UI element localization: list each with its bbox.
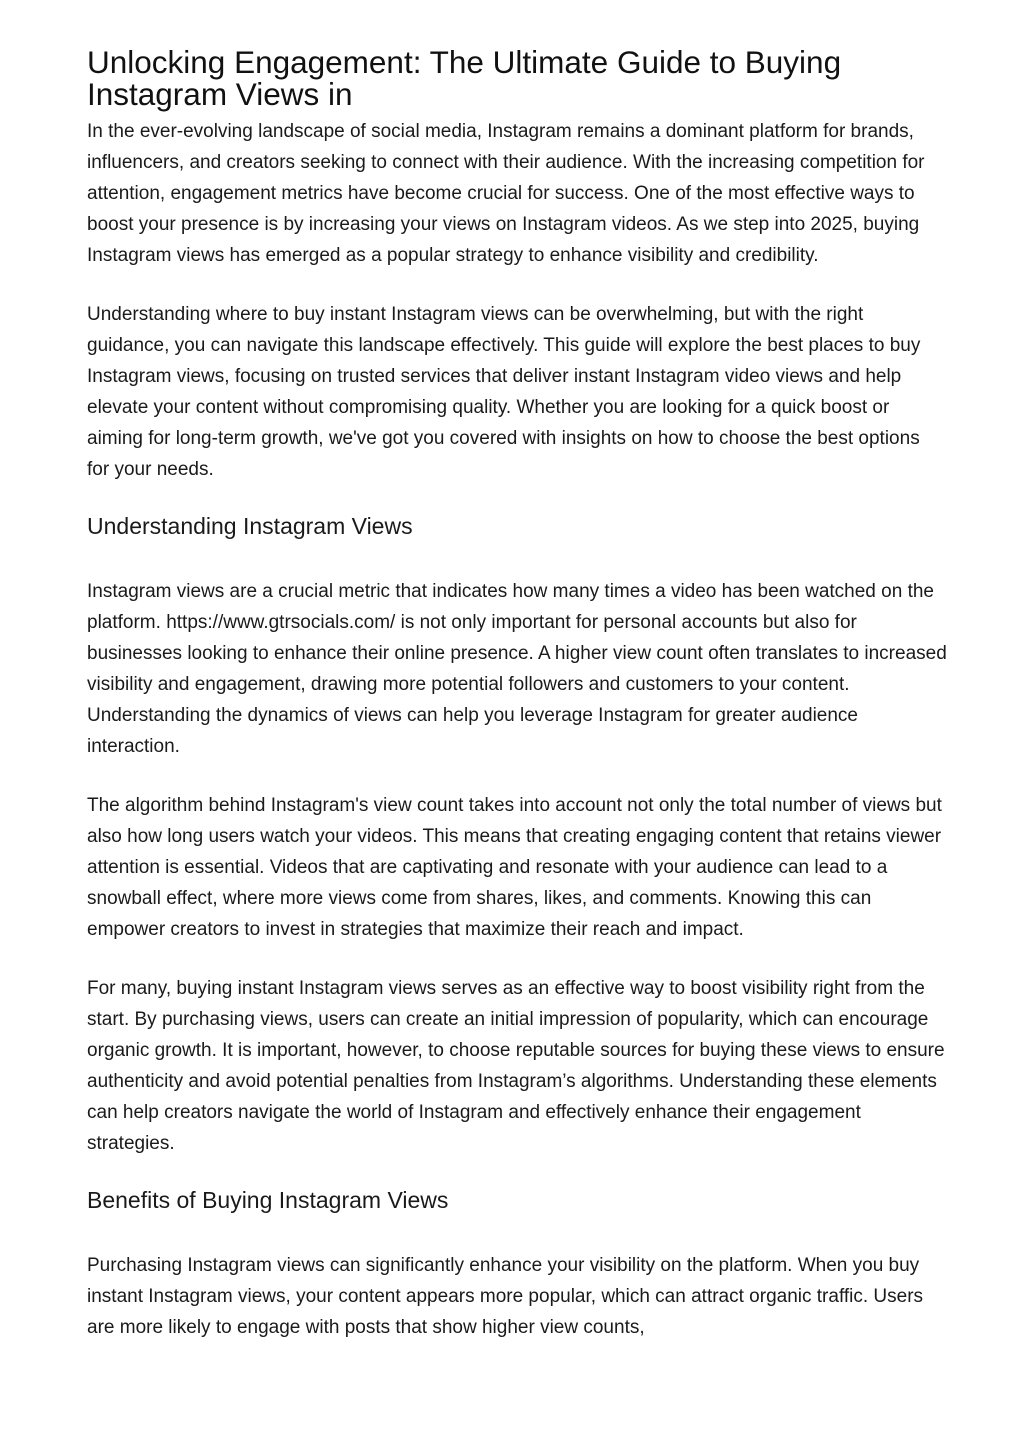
section-heading-benefits: Benefits of Buying Instagram Views: [87, 1187, 449, 1213]
section-1-paragraph-2: The algorithm behind Instagram's view count takes into account not only the total number of views but also how long users watch your videos. This means that creating engaging content that retains viewer attention is essential. Videos that are captivating and resonate with your audience can lead to a snowball effect, where more views come from shares, likes, and comments. Knowing this can empower creators to invest in strategies that maximize their reach and impact.: [87, 795, 942, 940]
intro-paragraph-1: In the ever-evolving landscape of social media, Instagram remains a dominant platform for brands, influencers, and creators seeking to connect with their audience. With the increasing competition for attention, engagement metrics have become crucial for success. One of the most effective ways to boost your presence is by increasing your views on Instagram videos. As we step into 2025, buying Instagram views has emerged as a popular strategy to enhance visibility and credibility.: [87, 121, 925, 266]
section-1-paragraph-1: Instagram views are a crucial metric that indicates how many times a video has been watched on the platform. https://www.gtrsocials.com/ is not only important for personal accounts but also for businesses looking to enhance their online presence. A higher view count often translates to increased visibility and engagement, drawing more potential followers and customers to your content. Understanding the dynamics of views can help you leverage Instagram for greater audience interaction.: [87, 581, 947, 757]
document-page: [87, 46, 947, 1343]
section-heading-understanding-views: Understanding Instagram Views: [87, 513, 413, 539]
section-2-paragraph-1: Purchasing Instagram views can significantly enhance your visibility on the platform. When you buy instant Instagram views, your content appears more popular, which can attract organic traffic. Users are more likely to engage with posts that show higher view counts,: [87, 1255, 924, 1338]
document-title: Unlocking Engagement: The Ultimate Guide to Buying Instagram Views in: [87, 44, 842, 112]
intro-paragraph-2: Understanding where to buy instant Instagram views can be overwhelming, but with the right guidance, you can navigate this landscape effectively. This guide will explore the best places to buy Instagram views, focusing on trusted services that deliver instant Instagram video views and help elevate your content without compromising quality. Whether you are looking for a quick boost or aiming for long-term growth, we've got you covered with insights on how to choose the best options for your needs.: [87, 304, 921, 480]
section-1-paragraph-3: For many, buying instant Instagram views serves as an effective way to boost visibility right from the start. By purchasing views, users can create an initial impression of popularity, which can encourage organic growth. It is important, however, to choose reputable sources for buying these views to ensure authenticity and avoid potential penalties from Instagram’s algorithms. Understanding these elements can help creators navigate the world of Instagram and effectively enhance their engagement strategies.: [87, 978, 945, 1154]
